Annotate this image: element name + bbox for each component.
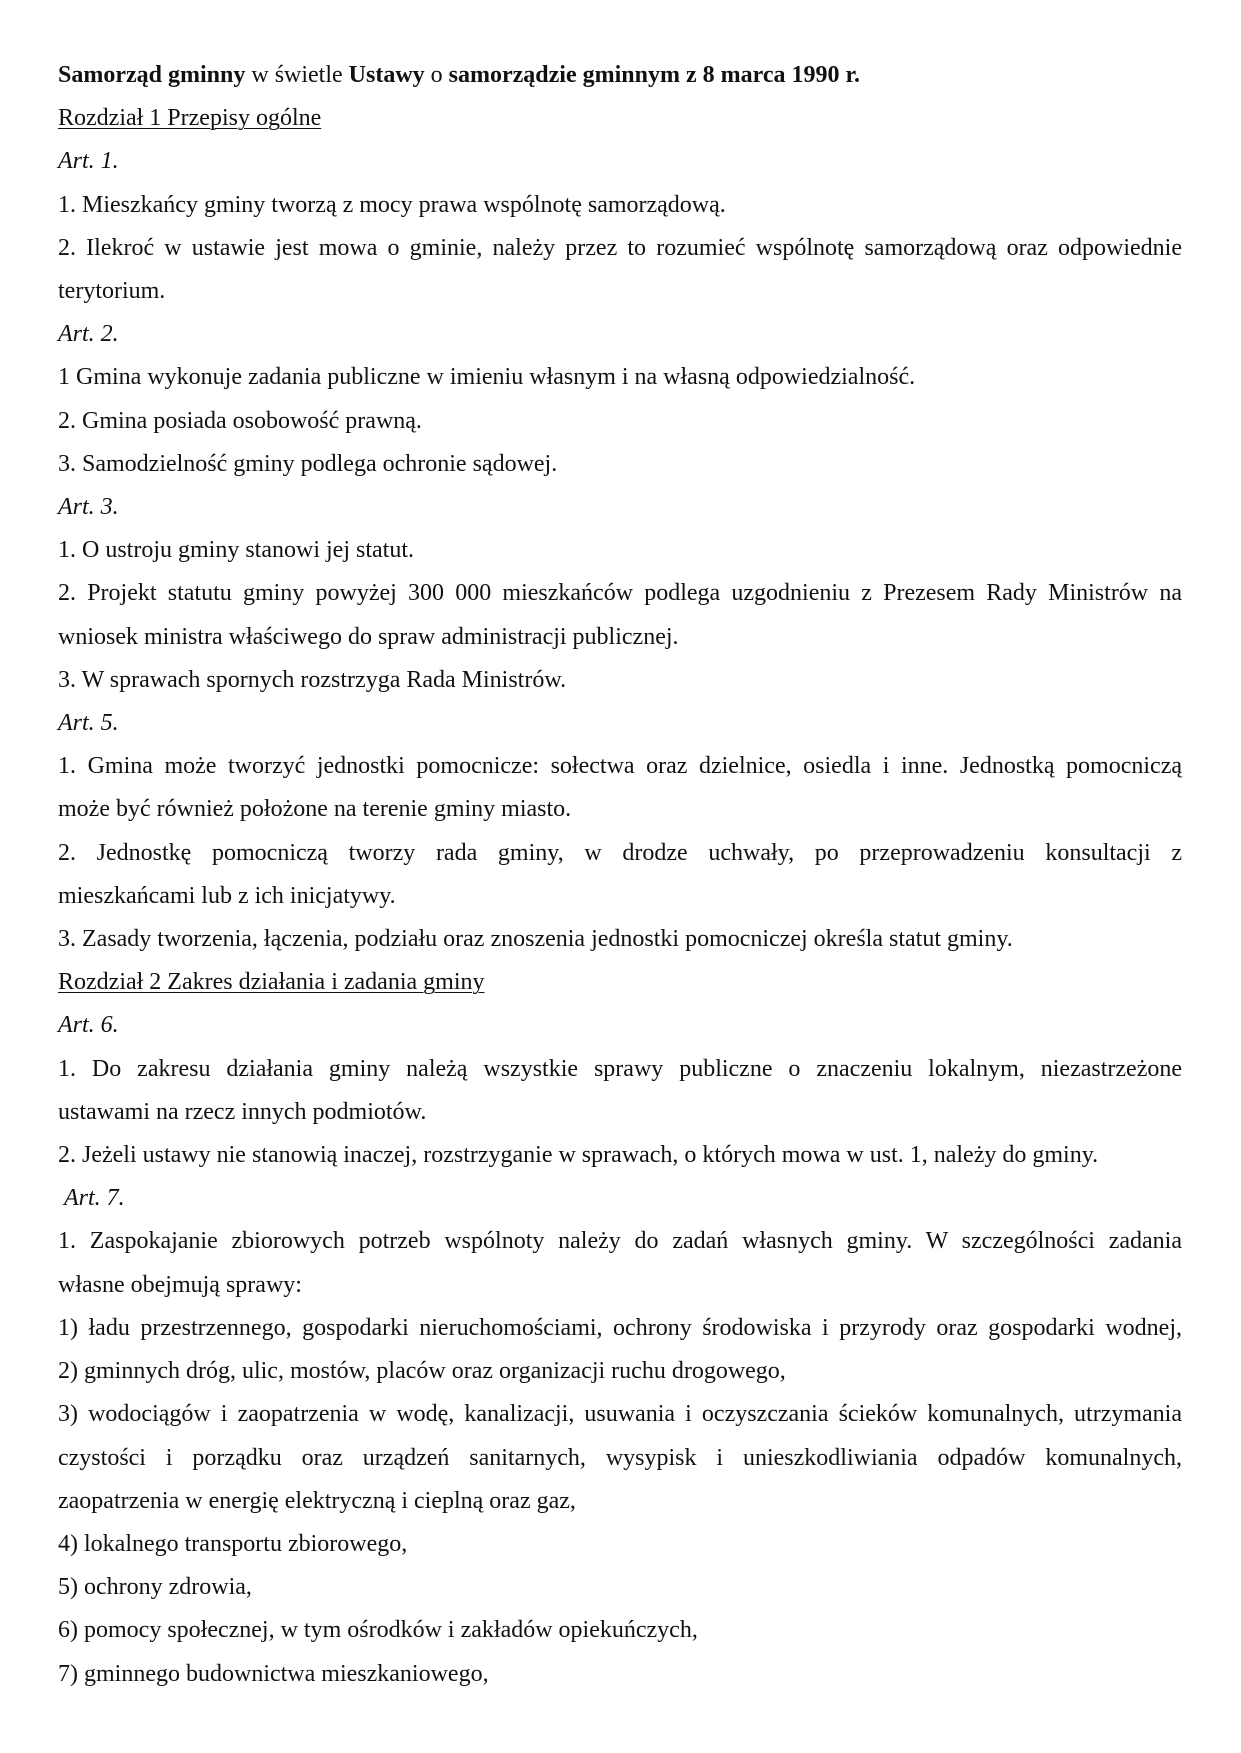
art-6-paragraph-2: 2. Jeżeli ustawy nie stanowią inaczej, rozstrzyganie w sprawach, o których mowa w ust. 1, należy do gminy. — [58, 1142, 1099, 1169]
art-2-paragraph-2: 2. Gmina posiada osobowość prawną. — [58, 407, 422, 434]
art-7-item-5: 5) ochrony zdrowia, — [58, 1574, 252, 1601]
art-7-label: Art. 7. — [64, 1185, 125, 1212]
art-3-paragraph-3: 3. W sprawach spornych rozstrzyga Rada Ministrów. — [58, 666, 567, 693]
art-7-item-6: 6) pomocy społecznej, w tym ośrodków i zakładów opiekuńczych, — [58, 1617, 698, 1644]
art-5-paragraph-1-line-2: może być również położone na terenie gminy miasto. — [58, 796, 572, 823]
art-7-item-4: 4) lokalnego transportu zbiorowego, — [58, 1530, 408, 1557]
art-5-paragraph-3: 3. Zasady tworzenia, łączenia, podziału oraz znoszenia jednostki pomocniczej określa statut gminy. — [58, 926, 1013, 953]
art-2-label: Art. 2. — [58, 321, 119, 348]
art-5-paragraph-1-line-1: 1. Gmina może tworzyć jednostki pomocnicze: sołectwa oraz dzielnice, osiedla i inne. Jednostką pomocniczą — [58, 753, 1182, 780]
art-7-item-3-line-2: czystości i porządku oraz urządzeń sanitarnych, wysypisk i unieszkodliwiania odpadów komunalnych, — [58, 1444, 1182, 1471]
document-body — [58, 54, 1182, 1696]
art-7-paragraph-1-line-1: 1. Zaspokajanie zbiorowych potrzeb wspólnoty należy do zadań własnych gminy. W szczególności zadania — [58, 1228, 1182, 1255]
art-7-item-1: 1) ładu przestrzennego, gospodarki nieruchomościami, ochrony środowiska i przyrody oraz gospodarki wodnej, — [58, 1314, 1182, 1341]
art-7-paragraph-1-line-2: własne obejmują sprawy: — [58, 1271, 302, 1298]
art-3-label: Art. 3. — [58, 494, 119, 521]
art-1-label: Art. 1. — [58, 148, 119, 175]
art-6-label: Art. 6. — [58, 1012, 119, 1039]
title-part-3: Ustawy — [348, 62, 425, 88]
art-5-paragraph-2-line-2: mieszkańcami lub z ich inicjatywy. — [58, 882, 396, 909]
title-part-1: Samorząd gminny — [58, 62, 246, 88]
art-7-item-2: 2) gminnych dróg, ulic, mostów, placów oraz organizacji ruchu drogowego, — [58, 1358, 786, 1385]
art-7-item-7: 7) gminnego budownictwa mieszkaniowego, — [58, 1660, 489, 1687]
art-2-paragraph-3: 3. Samodzielność gminy podlega ochronie sądowej. — [58, 450, 558, 477]
document-title — [58, 54, 1182, 97]
art-1-paragraph-2-line-1: 2. Ilekroć w ustawie jest mowa o gminie, należy przez to rozumieć wspólnotę samorządową oraz odpowiednie — [58, 234, 1182, 261]
art-5-paragraph-2-line-1: 2. Jednostkę pomocniczą tworzy rada gminy, w drodze uchwały, po przeprowadzeniu konsultacji z — [58, 839, 1182, 866]
chapter-1-heading: Rozdział 1 Przepisy ogólne — [58, 105, 322, 132]
art-7-item-3-line-1: 3) wodociągów i zaopatrzenia w wodę, kanalizacji, usuwania i oczyszczania ścieków komunalnych, utrzymania — [58, 1401, 1182, 1428]
art-1-paragraph-2-line-2: terytorium. — [58, 278, 166, 305]
art-1-paragraph-1: 1. Mieszkańcy gminy tworzą z mocy prawa wspólnotę samorządową. — [58, 191, 726, 218]
art-3-paragraph-2-line-2: wniosek ministra właściwego do spraw administracji publicznej. — [58, 623, 679, 650]
art-7-item-3-line-3: zaopatrzenia w energię elektryczną i cieplną oraz gaz, — [58, 1487, 576, 1514]
title-part-2: w świetle — [245, 62, 349, 88]
art-6-paragraph-1-line-2: ustawami na rzecz innych podmiotów. — [58, 1098, 427, 1125]
art-2-paragraph-1: 1 Gmina wykonuje zadania publiczne w imieniu własnym i na własną odpowiedzialność. — [58, 364, 916, 391]
title-part-5: samorządzie gminnym z 8 marca 1990 r. — [448, 62, 860, 88]
chapter-2-heading: Rozdział 2 Zakres działania i zadania gminy — [58, 969, 485, 996]
art-3-paragraph-1: 1. O ustroju gminy stanowi jej statut. — [58, 537, 414, 564]
art-6-paragraph-1-line-1: 1. Do zakresu działania gminy należą wszystkie sprawy publiczne o znaczeniu lokalnym, niezastrzeżone — [58, 1055, 1182, 1082]
title-part-4: o — [424, 62, 449, 88]
art-5-label: Art. 5. — [58, 710, 119, 737]
art-3-paragraph-2-line-1: 2. Projekt statutu gminy powyżej 300 000 mieszkańców podlega uzgodnieniu z Prezesem Rady Ministrów na — [58, 580, 1182, 607]
